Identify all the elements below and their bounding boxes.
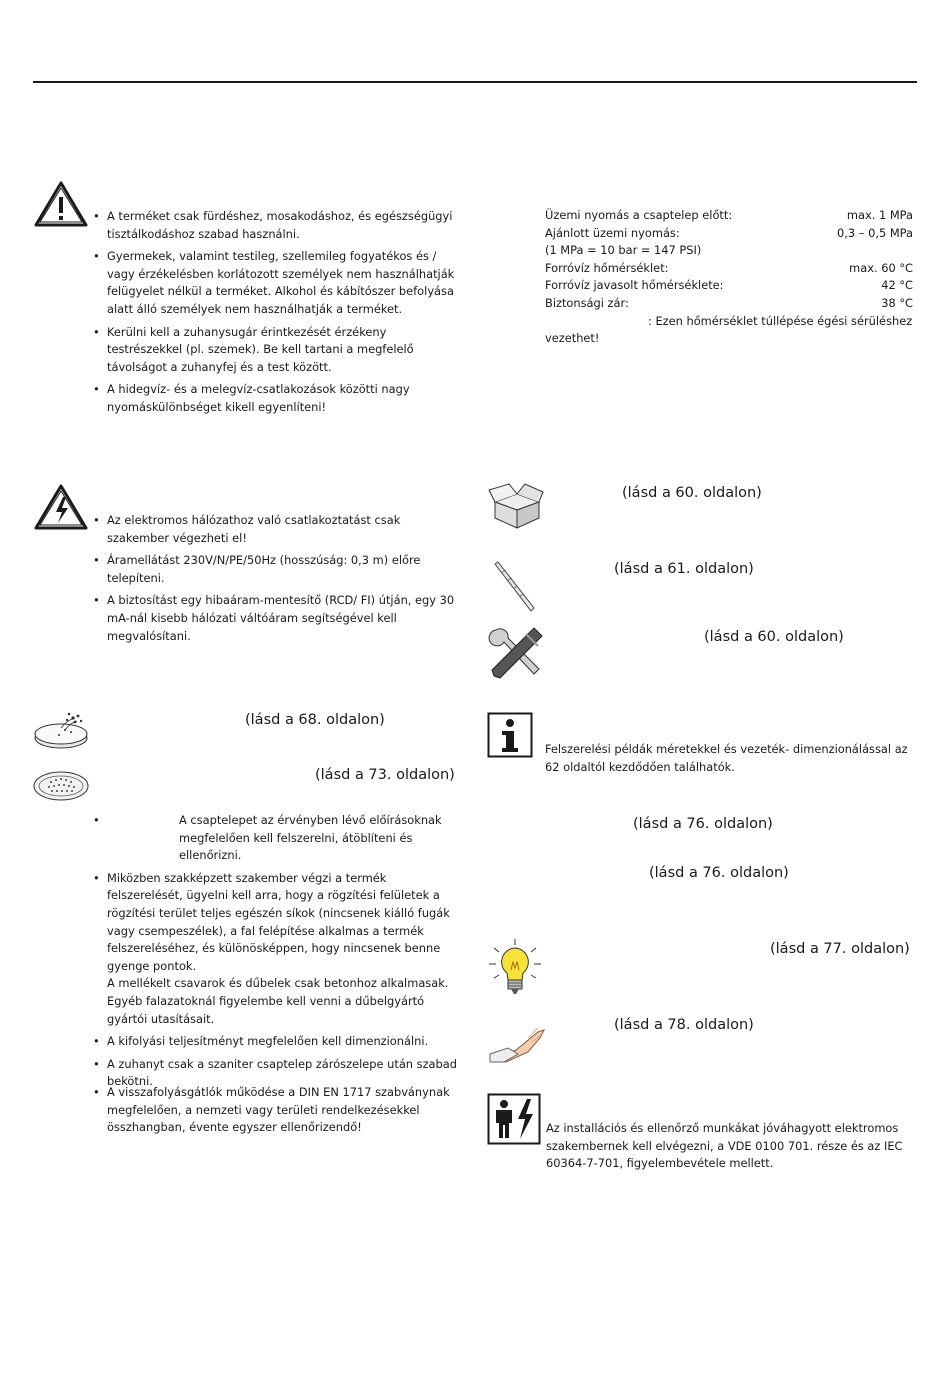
list-item: • A zuhanyt csak a szaniter csaptelep zárószelepe után szabad bekötni. bbox=[93, 1056, 461, 1091]
header-rule bbox=[33, 81, 917, 83]
ref-page-76: (lásd a 76. oldalon) bbox=[649, 865, 789, 881]
parts-box-icon bbox=[487, 480, 545, 532]
ref-page-78: (lásd a 78. oldalon) bbox=[614, 1017, 754, 1033]
general-safety-list bbox=[93, 208, 461, 422]
high-voltage-icon bbox=[33, 483, 89, 531]
installation-list bbox=[93, 812, 461, 1096]
light-bulb-icon bbox=[488, 938, 542, 998]
backflow-list bbox=[93, 1084, 461, 1142]
ref-page-76: (lásd a 76. oldalon) bbox=[633, 816, 773, 832]
ref-page-68: (lásd a 68. oldalon) bbox=[245, 712, 385, 728]
info-text: Felszerelési példák méretekkel és vezeték- dimenzionálással az 62 oldaltól kezdődően találhatók. bbox=[545, 742, 908, 774]
list-item: • Áramellátást 230V/N/PE/50Hz (hosszúság: 0,3 m) előre telepíteni. bbox=[93, 552, 461, 587]
spec-row: Forróvíz hőmérséklet: max. 60 °C bbox=[545, 260, 913, 275]
info-icon bbox=[487, 712, 533, 758]
electrical-safety-list bbox=[93, 512, 461, 650]
technical-specs bbox=[545, 207, 913, 348]
ref-page-60: (lásd a 60. oldalon) bbox=[704, 629, 844, 645]
ref-page-60: (lásd a 60. oldalon) bbox=[622, 485, 762, 501]
spec-row: Biztonsági zár: 38 °C bbox=[545, 295, 913, 310]
list-item: • A visszafolyásgátlók működése a DIN EN 1717 szabványnak megfelelően, a nemzeti vagy területi rendelkezésekkel összhangban, évente egyszer ellenőrizendő! bbox=[93, 1084, 461, 1137]
ref-page-77: (lásd a 77. oldalon) bbox=[770, 941, 910, 957]
electrician-text: Az installációs és ellenőrző munkákat jóváhagyott elektromos szakembernek kell elvégezni, a VDE 0100 701. része és az IEC 60364-7-701, figyelembevétele mellett. bbox=[546, 1121, 903, 1171]
spec-row: (1 MPa = 10 bar = 147 PSI) bbox=[545, 243, 702, 258]
ref-page-73: (lásd a 73. oldalon) bbox=[315, 767, 455, 783]
shower-head-icon bbox=[31, 708, 93, 752]
drill-bit-icon bbox=[490, 560, 538, 614]
ref-page-61: (lásd a 61. oldalon) bbox=[614, 561, 754, 577]
list-item: • A hidegvíz- és a melegvíz-csatlakozások közötti nagy nyomáskülönbséget kikell egyenlíteni! bbox=[93, 381, 461, 416]
list-item: • Miközben szakképzett szakember végzi a termék felszerelését, ügyelni kell arra, hogy a rögzítési felületek a rögzítési terület teljes egészén síkok (nincsenek kiálló fugák vagy csempeszélek), a fal felépítése alkalmas a termék felszereléséhez, és különösképpen, hogy nincsenek benne gyenge pontok. A mellékelt csavarok és dűbelek csak betonhoz alkalmasak. Egyéb falazatoknál figyelembe kell venni a dűbelgyártó gyártói utasításait. bbox=[93, 870, 461, 1028]
list-item: • A terméket csak fürdéshez, mosakodáshoz, és egészségügyi tisztálkodáshoz szabad használni. bbox=[93, 208, 461, 243]
spec-note-continued: vezethet! bbox=[545, 331, 600, 346]
list-item: • A biztosítást egy hibaáram-mentesítő (RCD/ FI) útján, egy 30 mA-nál kisebb hálózati váltóáram segítségével kell megvalósítani. bbox=[93, 592, 461, 645]
list-item: • A kifolyási teljesítményt megfelelően kell dimenzionálni. bbox=[93, 1033, 461, 1051]
spec-row: Forróvíz javasolt hőmérséklete: 42 °C bbox=[545, 278, 913, 293]
spray-disc-icon bbox=[31, 768, 91, 804]
warning-triangle-icon bbox=[33, 180, 89, 228]
spec-row: Ajánlott üzemi nyomás: 0,3 – 0,5 MPa bbox=[545, 225, 913, 240]
list-item: • Kerülni kell a zuhanysugár érintkezését érzékeny testrészekkel (pl. szemek). Be kell tartani a megfelelő távolságot a zuhanyfej és a test között. bbox=[93, 324, 461, 377]
tools-icon bbox=[486, 624, 546, 684]
electrician-icon bbox=[487, 1093, 541, 1145]
list-item: • A csaptelepet az érvényben lévő előírásoknak megfelelően kell felszerelni, átöblíteni és ellenőrizni. bbox=[93, 812, 461, 865]
spec-note: : Ezen hőmérséklet túllépése égési sérüléshez bbox=[648, 313, 913, 328]
list-item: • Gyermekek, valamint testileg, szellemileg fogyatékos és / vagy érzékelésben korlátozott személyek nem használhatják felügyelet nélkül a terméket. Alkohol és kábítószer befolyása alatt álló személyek nem használhatják a terméket. bbox=[93, 248, 461, 318]
spec-row: Üzemi nyomás a csaptelep előtt: max. 1 MPa bbox=[545, 208, 913, 222]
cleaning-hand-icon bbox=[488, 1022, 546, 1064]
list-item: • Az elektromos hálózathoz való csatlakoztatást csak szakember végezheti el! bbox=[93, 512, 461, 547]
